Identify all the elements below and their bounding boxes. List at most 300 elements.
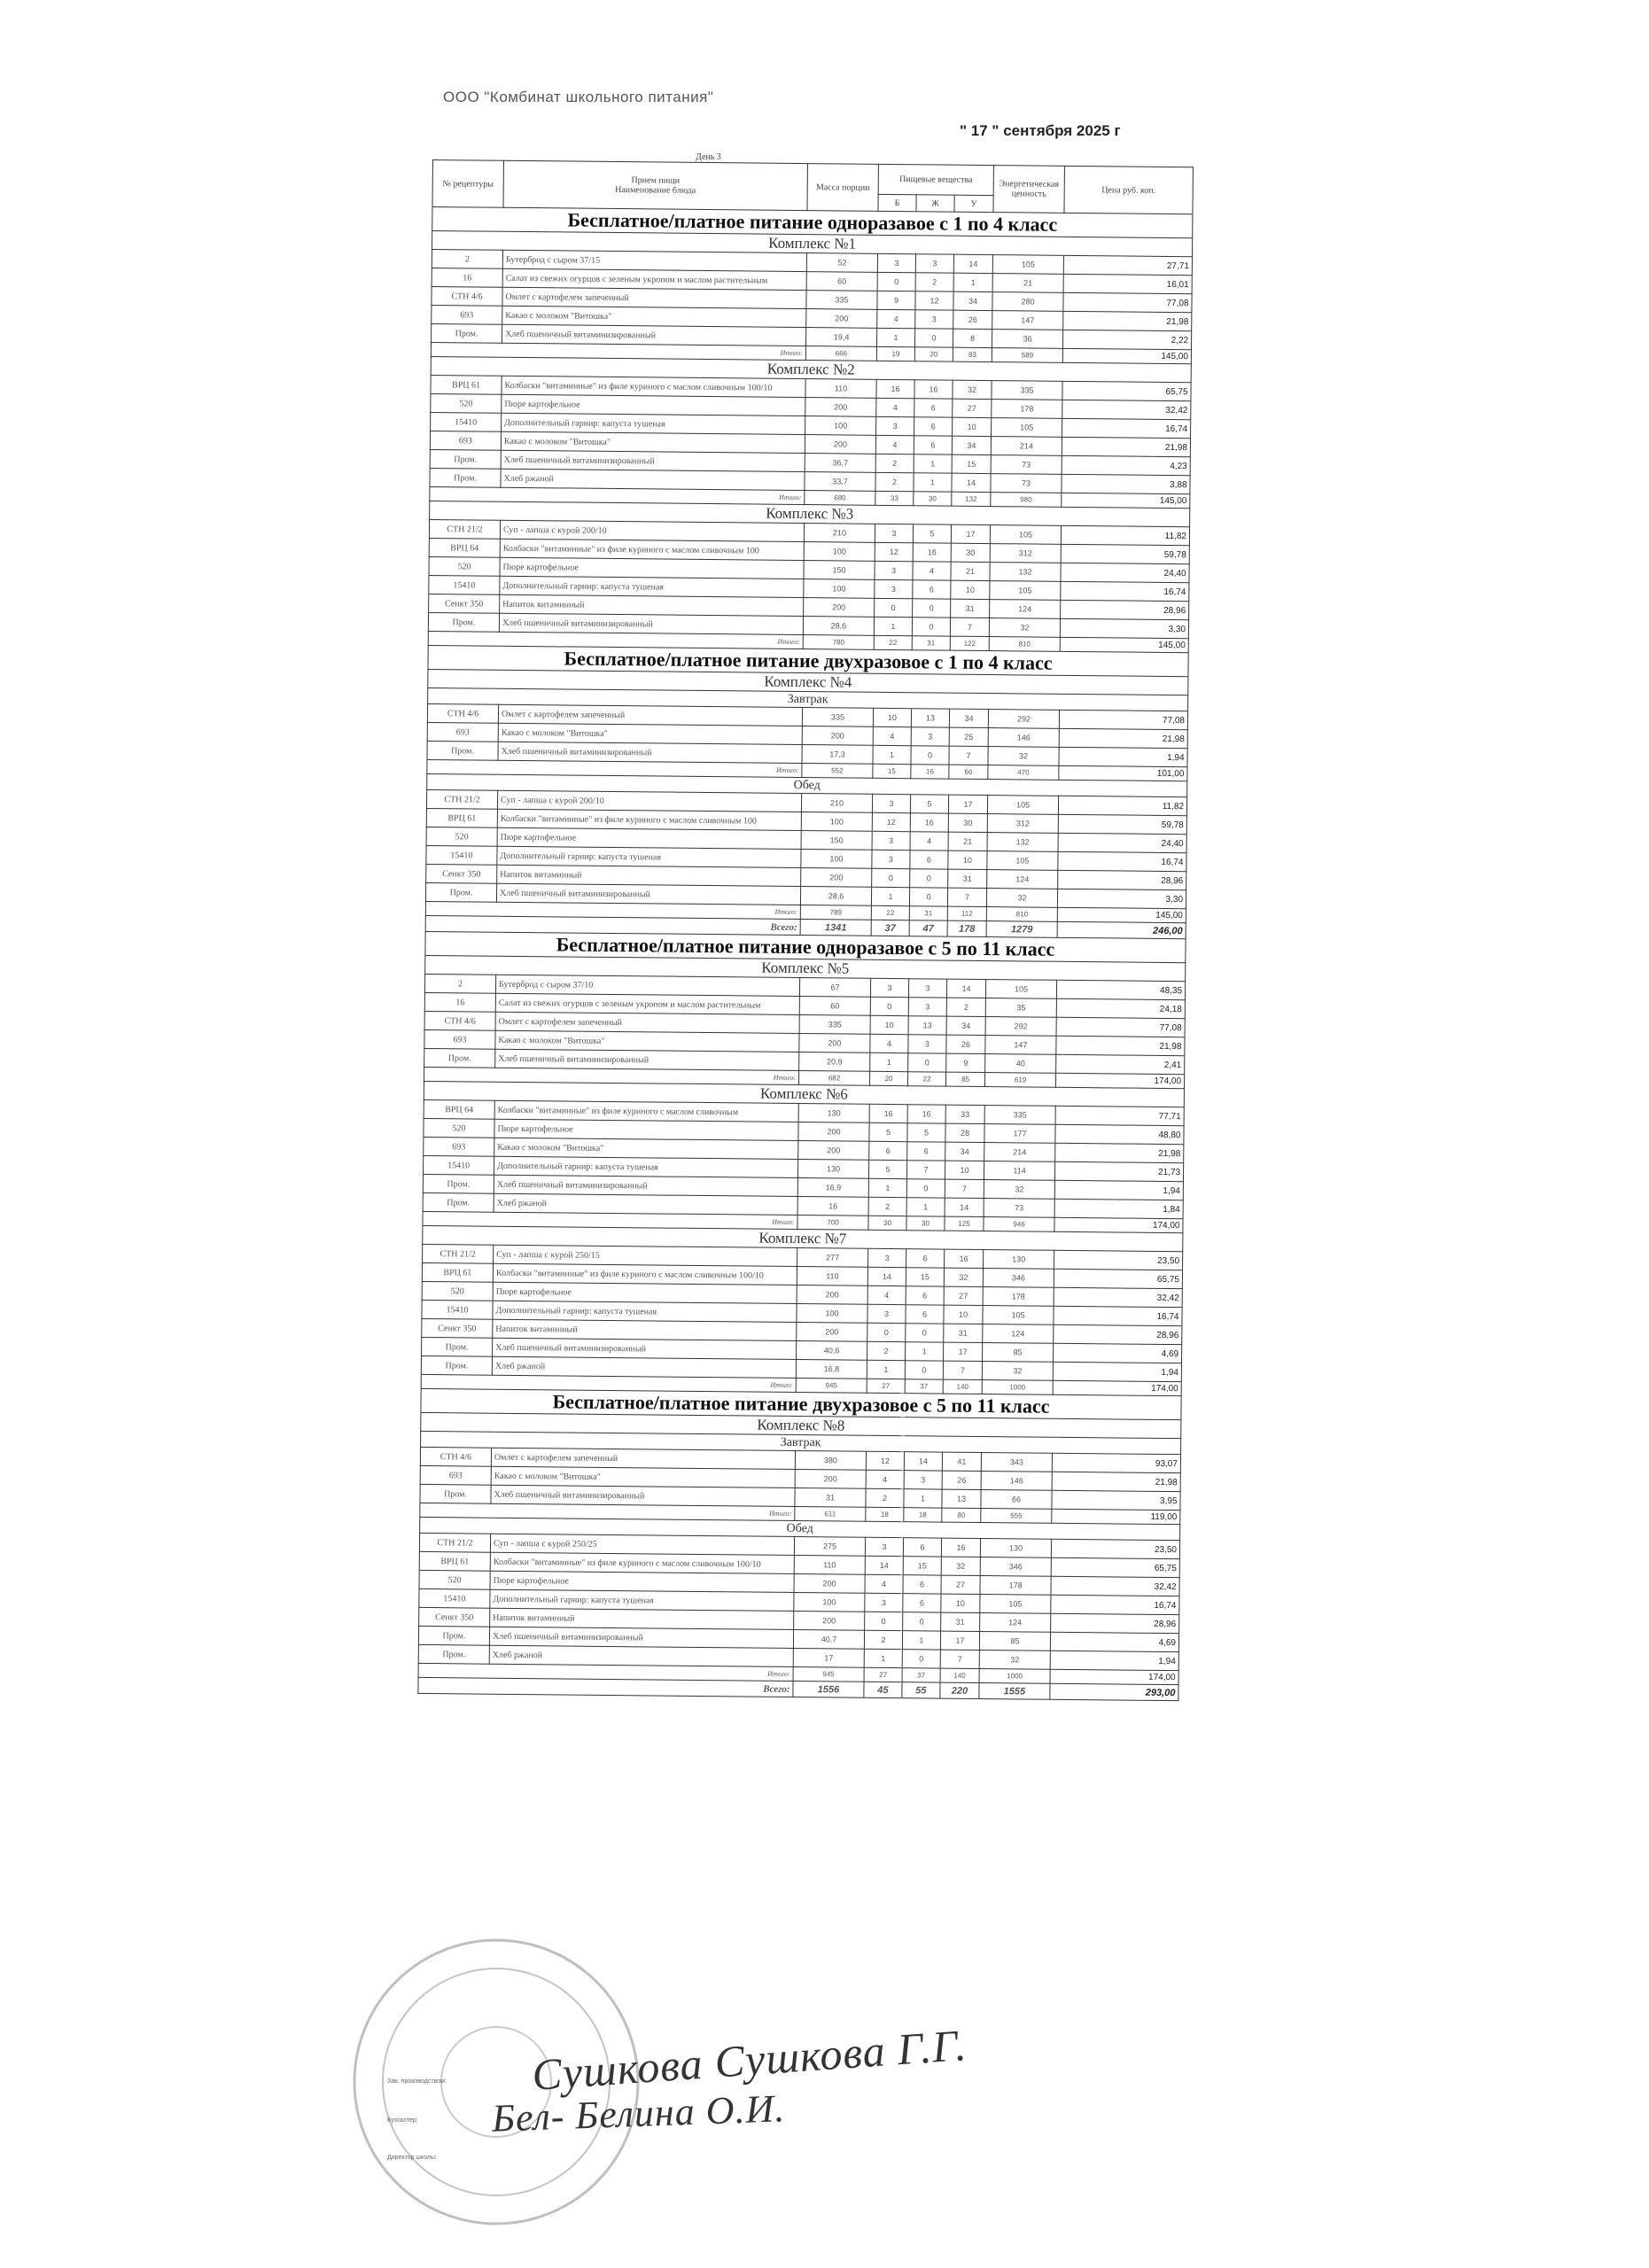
portion-mass: 16,8: [796, 1360, 867, 1379]
total-protein: 45: [864, 1682, 902, 1697]
recipe-code: 15410: [422, 1300, 493, 1319]
price-value: 4,23: [1062, 455, 1190, 475]
recipe-code: СТН 21/2: [426, 789, 497, 809]
carb-value: 31: [951, 599, 990, 617]
energy-value: 178: [983, 1287, 1054, 1307]
complex-title: Комплекс №8: [421, 1412, 1181, 1438]
portion-mass: 36,7: [805, 454, 875, 473]
recipe-code: Пром.: [428, 612, 499, 632]
carb-value: 16: [945, 1249, 984, 1268]
total-fat: 37: [905, 1379, 943, 1394]
portion-mass: 110: [805, 379, 876, 399]
energy-value: 312: [990, 544, 1061, 563]
protein-value: 14: [865, 1556, 903, 1574]
col-u-header: У: [954, 195, 993, 212]
protein-value: 16: [876, 379, 914, 398]
price-value: 1,94: [1050, 1651, 1178, 1670]
fat-value: 3: [904, 1471, 942, 1489]
fat-value: 15: [903, 1557, 941, 1575]
recipe-code: Сенкт 350: [419, 1607, 490, 1627]
recipe-code: 520: [426, 827, 497, 846]
carb-value: 34: [945, 1142, 984, 1161]
price-value: 16,74: [1061, 581, 1189, 601]
dish-name: Хлеб пшеничный витаминизированный: [493, 1338, 797, 1359]
total-price: 145,00: [1062, 348, 1191, 363]
fat-value: 0: [906, 1324, 944, 1342]
dish-name: Пюре картофельное: [502, 394, 805, 416]
protein-value: 6: [869, 1141, 907, 1160]
fat-value: 0: [909, 888, 947, 906]
dish-name: Колбаски "витаминные" из филе куриного с маслом сливочным 100/10: [490, 1552, 794, 1573]
fat-value: 0: [906, 1179, 945, 1198]
fat-value: 16: [910, 813, 948, 832]
recipe-code: 520: [424, 1118, 494, 1138]
fat-value: 1: [914, 473, 952, 492]
dish-name: Суп - лапша с курой 250/25: [490, 1534, 794, 1555]
total-mass: 1341: [800, 920, 871, 936]
dish-name: Дополнительный гарнир: капуста тушеная: [500, 576, 804, 597]
total-fat: 55: [902, 1682, 940, 1698]
total-energy: 1000: [982, 1380, 1053, 1395]
portion-mass: 31: [795, 1487, 866, 1507]
portion-mass: 200: [805, 398, 876, 417]
footer-label-production: Зав. производством:: [387, 2078, 447, 2085]
total-energy: 1555: [979, 1683, 1050, 1700]
day-label: День 3: [696, 152, 721, 162]
price-value: 77,71: [1055, 1106, 1184, 1125]
protein-value: 0: [872, 868, 910, 887]
dish-name: Напиток витаминный: [493, 1319, 797, 1340]
price-value: 77,08: [1056, 1017, 1185, 1037]
carb-value: 7: [950, 617, 989, 636]
section-title: Бесплатное/платное питание двухразовое с 5 по 11 класс: [421, 1388, 1181, 1419]
price-value: 2,22: [1063, 330, 1192, 349]
portion-mass: 335: [799, 1015, 870, 1035]
recipe-code: Пром.: [423, 1192, 494, 1212]
fat-value: 4: [910, 832, 948, 850]
portion-mass: 17: [793, 1648, 864, 1667]
energy-value: 292: [988, 710, 1059, 729]
energy-value: 130: [980, 1539, 1051, 1558]
total-protein: 22: [874, 635, 912, 649]
protein-value: 1: [873, 745, 911, 764]
dish-name: Омлет с картофелем запеченный: [495, 1012, 799, 1033]
recipe-code: СТН 21/2: [429, 519, 500, 539]
total-protein: 20: [869, 1071, 907, 1085]
dish-name: Хлеб пшеничный витаминизированный: [495, 1049, 799, 1070]
dish-name: Какао с молоком "Витошка": [501, 431, 805, 453]
recipe-code: Сенкт 350: [426, 864, 497, 883]
total-label: Всего:: [425, 915, 800, 935]
dish-name: Колбаски "витаминные" из филе куриного с маслом сливочным 100/10: [493, 1263, 797, 1285]
portion-mass: 200: [805, 435, 875, 454]
energy-value: 214: [984, 1143, 1055, 1162]
energy-value: 146: [988, 728, 1059, 748]
dish-name: Бутерброд с сыром 37/10: [495, 975, 799, 996]
total-carb: 83: [953, 347, 992, 361]
portion-mass: 210: [801, 794, 872, 813]
portion-mass: 16,9: [797, 1178, 868, 1198]
total-carb: 178: [947, 920, 986, 936]
protein-value: 3: [872, 794, 910, 812]
portion-mass: 28,6: [803, 617, 874, 636]
portion-mass: 100: [804, 542, 875, 562]
price-value: 11,82: [1058, 796, 1186, 815]
protein-value: 2: [864, 1630, 902, 1649]
carb-value: 41: [942, 1452, 981, 1471]
dish-name: Хлеб ржаной: [492, 1356, 796, 1378]
dish-name: Суп - лапша с курой 200/10: [497, 790, 801, 812]
recipe-code: ВРЦ 64: [424, 1099, 494, 1119]
protein-value: 3: [875, 561, 913, 579]
protein-value: 1: [871, 887, 909, 905]
dish-name: Колбаски "витаминные" из филе куриного с маслом сливочным: [494, 1100, 798, 1122]
energy-value: 124: [983, 1324, 1054, 1344]
col-energy-header: Энергетическая ценность: [993, 166, 1065, 214]
complex-title: Комплекс №3: [430, 501, 1190, 526]
carb-value: 27: [944, 1286, 983, 1305]
dish-name: Какао с молоком "Витошка": [498, 723, 802, 744]
fat-value: 0: [914, 329, 953, 347]
portion-mass: 200: [798, 1141, 869, 1161]
dish-name: Хлеб ржаной: [489, 1645, 793, 1666]
carb-value: 33: [945, 1105, 984, 1123]
total-mass: 552: [802, 764, 873, 779]
protein-value: 12: [866, 1451, 904, 1470]
protein-value: 0: [867, 1323, 906, 1341]
dish-name: Хлеб пшеничный витаминизированный: [491, 1485, 795, 1506]
protein-value: 2: [867, 1341, 906, 1360]
carb-value: 13: [942, 1489, 981, 1508]
fat-value: 0: [910, 869, 948, 888]
price-value: 16,74: [1062, 418, 1191, 438]
energy-value: 105: [992, 255, 1063, 275]
total-price: 293,00: [1050, 1683, 1178, 1700]
total-energy: 470: [988, 765, 1059, 781]
energy-value: 130: [984, 1250, 1054, 1270]
total-energy: 1000: [979, 1669, 1050, 1684]
total-protein: 27: [864, 1667, 902, 1682]
carb-value: 1: [953, 273, 992, 291]
fat-value: 14: [904, 1452, 942, 1471]
fat-value: 6: [906, 1305, 944, 1324]
dish-name: Колбаски "витаминные" из филе куриного с маслом сливочным 100/10: [502, 376, 805, 397]
carb-value: 17: [948, 795, 987, 813]
recipe-code: 693: [430, 431, 501, 450]
carb-value: 7: [947, 888, 986, 906]
dish-name: Колбаски "витаминные" из филе куриного с маслом сливочным 100: [500, 539, 804, 560]
carb-value: 27: [953, 399, 992, 417]
protein-value: 12: [875, 542, 913, 561]
total-price: 174,00: [1054, 1217, 1183, 1232]
dish-name: Салат из свежих огурцов с зеленым укропом и маслом растительным: [495, 993, 799, 1014]
recipe-code: 16: [432, 268, 502, 287]
price-value: 65,75: [1054, 1269, 1182, 1288]
energy-value: 32: [982, 1362, 1053, 1381]
carb-value: 10: [948, 850, 987, 869]
total-protein: 37: [871, 920, 909, 936]
total-label: Итого:: [430, 486, 805, 504]
protein-value: 3: [872, 831, 910, 850]
dish-name: Какао с молоком "Витошка": [491, 1466, 795, 1487]
price-value: 28,96: [1051, 1613, 1179, 1633]
price-value: 59,78: [1058, 814, 1186, 834]
energy-value: 132: [990, 563, 1061, 582]
energy-value: 32: [989, 618, 1060, 638]
price-value: 28,96: [1061, 600, 1189, 619]
document-date: " 17 " сентября 2025 г: [960, 122, 1121, 139]
total-protein: 27: [867, 1379, 905, 1393]
carb-value: 14: [953, 254, 992, 273]
total-energy: 946: [984, 1217, 1054, 1232]
carb-value: 15: [952, 454, 991, 473]
price-value: 21,98: [1055, 1143, 1184, 1162]
dish-name: Бутерброд с сыром 37/15: [502, 250, 806, 271]
portion-mass: 200: [804, 598, 875, 617]
price-value: 27,71: [1063, 255, 1192, 275]
carb-value: 26: [946, 1035, 985, 1053]
dish-name: Суп - лапша с курой 200/10: [500, 520, 804, 541]
protein-value: 3: [875, 524, 913, 542]
portion-mass: 60: [799, 997, 870, 1016]
price-value: 3,30: [1057, 889, 1186, 908]
dish-name: Хлеб пшеничный витаминизированный: [502, 324, 806, 346]
portion-mass: 200: [802, 726, 873, 746]
carb-value: 30: [951, 543, 990, 562]
total-carb: 85: [945, 1072, 984, 1086]
portion-mass: 200: [806, 309, 877, 329]
recipe-code: 693: [424, 1029, 495, 1049]
energy-value: 21: [992, 274, 1063, 293]
fat-value: 0: [908, 1053, 946, 1072]
total-fat: 20: [914, 347, 953, 361]
protein-value: 10: [873, 708, 911, 726]
recipe-code: 15410: [426, 845, 497, 865]
protein-value: 4: [867, 1285, 906, 1304]
dish-name: Пюре картофельное: [490, 1571, 794, 1592]
total-price: 145,00: [1060, 637, 1188, 652]
portion-mass: 100: [805, 416, 876, 436]
total-price: 174,00: [1050, 1669, 1178, 1684]
protein-value: 3: [868, 1248, 906, 1267]
protein-value: 5: [869, 1122, 907, 1141]
total-energy: 980: [991, 493, 1062, 508]
dish-name: Напиток витаминный: [500, 594, 804, 616]
fat-value: 3: [908, 998, 946, 1016]
fat-value: 5: [907, 1123, 945, 1142]
energy-value: 146: [981, 1472, 1052, 1491]
energy-value: 35: [985, 998, 1056, 1018]
portion-mass: 100: [797, 1304, 867, 1324]
footer-label-director: Директор школы:: [387, 2155, 437, 2161]
energy-value: 105: [987, 851, 1058, 871]
portion-mass: 100: [801, 812, 872, 832]
total-mass: 789: [800, 905, 871, 920]
carb-value: 21: [951, 562, 990, 580]
price-value: 65,75: [1062, 381, 1191, 400]
portion-mass: 28,6: [800, 887, 871, 906]
portion-mass: 380: [795, 1450, 866, 1470]
protein-value: 5: [868, 1160, 906, 1178]
fat-value: 3: [915, 310, 953, 329]
price-value: 59,78: [1061, 544, 1189, 563]
portion-mass: 40,6: [797, 1341, 867, 1361]
recipe-code: СТН 4/6: [427, 703, 498, 723]
total-mass: 666: [805, 346, 876, 361]
carb-value: 34: [949, 709, 988, 727]
fat-value: 6: [903, 1538, 941, 1557]
recipe-code: Пром.: [422, 1337, 493, 1356]
total-price: 246,00: [1057, 921, 1186, 938]
carb-value: 32: [941, 1557, 980, 1575]
carb-value: 25: [949, 727, 988, 746]
carb-value: 10: [941, 1594, 980, 1612]
price-value: 93,07: [1052, 1453, 1180, 1472]
price-value: 23,50: [1051, 1539, 1179, 1558]
recipe-code: 15410: [419, 1588, 490, 1608]
price-value: 1,84: [1054, 1199, 1183, 1218]
price-value: 4,69: [1054, 1343, 1182, 1363]
meal-title: Завтрак: [421, 1431, 1181, 1454]
fat-value: 15: [906, 1268, 944, 1286]
energy-value: 214: [991, 437, 1062, 456]
total-carb: 220: [940, 1682, 979, 1698]
price-value: 1,94: [1059, 747, 1187, 766]
recipe-code: 693: [432, 305, 502, 324]
total-label: Итого:: [420, 1503, 795, 1520]
portion-mass: 20,9: [799, 1052, 870, 1072]
fat-value: 6: [914, 436, 952, 454]
carb-value: 26: [942, 1471, 981, 1489]
energy-value: 32: [986, 889, 1057, 908]
recipe-code: 2: [424, 974, 495, 993]
fat-value: 1: [914, 454, 952, 473]
complex-title: Комплекс №4: [428, 669, 1188, 695]
energy-value: 105: [990, 525, 1061, 545]
total-fat: 30: [914, 492, 952, 506]
total-carb: 122: [950, 636, 989, 650]
col-b-header: Б: [878, 195, 916, 212]
total-carb: 80: [942, 1508, 981, 1522]
meal-title: Завтрак: [428, 687, 1188, 711]
total-energy: 589: [992, 348, 1062, 363]
price-value: 24,40: [1058, 833, 1186, 852]
recipe-code: Пром.: [418, 1626, 489, 1645]
fat-value: 3: [908, 1035, 946, 1053]
recipe-code: Пром.: [425, 882, 496, 902]
recipe-code: 520: [419, 1570, 490, 1589]
carb-value: 10: [945, 1161, 984, 1179]
total-price: 145,00: [1057, 907, 1186, 922]
dish-name: Салат из свежих огурцов с зеленым укропом и маслом растительным: [502, 268, 806, 290]
price-value: 24,40: [1061, 563, 1189, 582]
energy-value: 105: [992, 418, 1062, 438]
protein-value: 4: [876, 398, 914, 416]
dish-name: Напиток витаминный: [490, 1608, 794, 1629]
portion-mass: 200: [795, 1469, 866, 1488]
price-value: 21,98: [1056, 1036, 1185, 1055]
fat-value: 6: [913, 580, 951, 599]
price-value: 1,94: [1054, 1180, 1183, 1200]
fat-value: 12: [915, 291, 953, 310]
energy-value: 124: [980, 1613, 1051, 1633]
dish-name: Дополнительный гарнир: капуста тушеная: [497, 846, 801, 867]
col-zh-header: Ж: [916, 195, 954, 212]
price-value: 77,08: [1063, 292, 1192, 312]
carb-value: 10: [953, 417, 992, 436]
energy-value: 105: [980, 1595, 1051, 1614]
recipe-code: Пром.: [424, 1048, 495, 1068]
price-value: 1,94: [1053, 1362, 1181, 1381]
protein-value: 1: [876, 328, 914, 346]
portion-mass: 200: [794, 1611, 865, 1630]
organization-name: ООО "Комбинат школьного питания": [443, 89, 714, 105]
recipe-code: Пром.: [420, 1484, 491, 1503]
dish-name: Хлеб ржаной: [494, 1193, 797, 1215]
col-recipe-header: № рецептуры: [432, 160, 504, 208]
total-energy: 619: [985, 1073, 1056, 1088]
portion-mass: 277: [797, 1248, 868, 1268]
energy-value: 124: [990, 600, 1061, 619]
fat-value: 16: [913, 543, 951, 562]
dish-name: Хлеб пшеничный витаминизированный: [498, 742, 802, 763]
carb-value: 28: [945, 1123, 984, 1142]
carb-value: 17: [940, 1631, 979, 1650]
portion-mass: 100: [804, 579, 875, 599]
total-mass: 680: [805, 491, 875, 506]
fat-value: 0: [903, 1612, 941, 1631]
energy-value: 335: [992, 381, 1062, 400]
price-value: 16,74: [1054, 1306, 1182, 1325]
energy-value: 66: [981, 1490, 1052, 1510]
carb-value: 16: [941, 1538, 980, 1557]
price-value: 48,80: [1055, 1124, 1184, 1144]
portion-mass: 110: [794, 1555, 865, 1574]
recipe-code: 15410: [424, 1155, 494, 1175]
price-value: 32,42: [1051, 1576, 1179, 1596]
fat-value: 3: [911, 727, 949, 746]
fat-value: 0: [912, 617, 950, 636]
price-value: 28,96: [1054, 1324, 1182, 1344]
recipe-code: ВРЦ 61: [419, 1551, 490, 1571]
total-fat: 47: [909, 920, 947, 936]
protein-value: 2: [875, 454, 914, 472]
total-label: Итого:: [424, 1067, 799, 1084]
protein-value: 4: [865, 1574, 903, 1593]
carb-value: 32: [953, 380, 992, 399]
handwritten-signature-2: Бел- Белина О.И.: [491, 2086, 786, 2140]
dish-name: Хлеб пшеничный витаминизированный: [501, 450, 805, 471]
portion-mass: 200: [799, 1034, 870, 1053]
protein-value: 3: [876, 416, 914, 435]
energy-value: 32: [984, 1180, 1054, 1200]
recipe-code: 2: [432, 250, 502, 269]
total-carb: 140: [943, 1379, 982, 1394]
carb-value: 26: [953, 310, 992, 329]
price-value: 11,82: [1061, 525, 1189, 545]
fat-value: 1: [906, 1342, 944, 1361]
portion-mass: 200: [798, 1122, 869, 1142]
total-protein: 33: [875, 491, 914, 505]
total-label: Итого:: [431, 342, 805, 360]
total-fat: 31: [909, 906, 947, 920]
recipe-code: ВРЦ 61: [426, 808, 497, 827]
energy-value: 147: [985, 1036, 1056, 1055]
total-label: Итого:: [428, 631, 803, 649]
total-mass: 945: [796, 1379, 867, 1394]
col-nutrients-header: Пищевые вещества: [878, 164, 993, 195]
section-title: Бесплатное/платное питание одноразавое с 1 по 4 класс: [432, 207, 1193, 238]
